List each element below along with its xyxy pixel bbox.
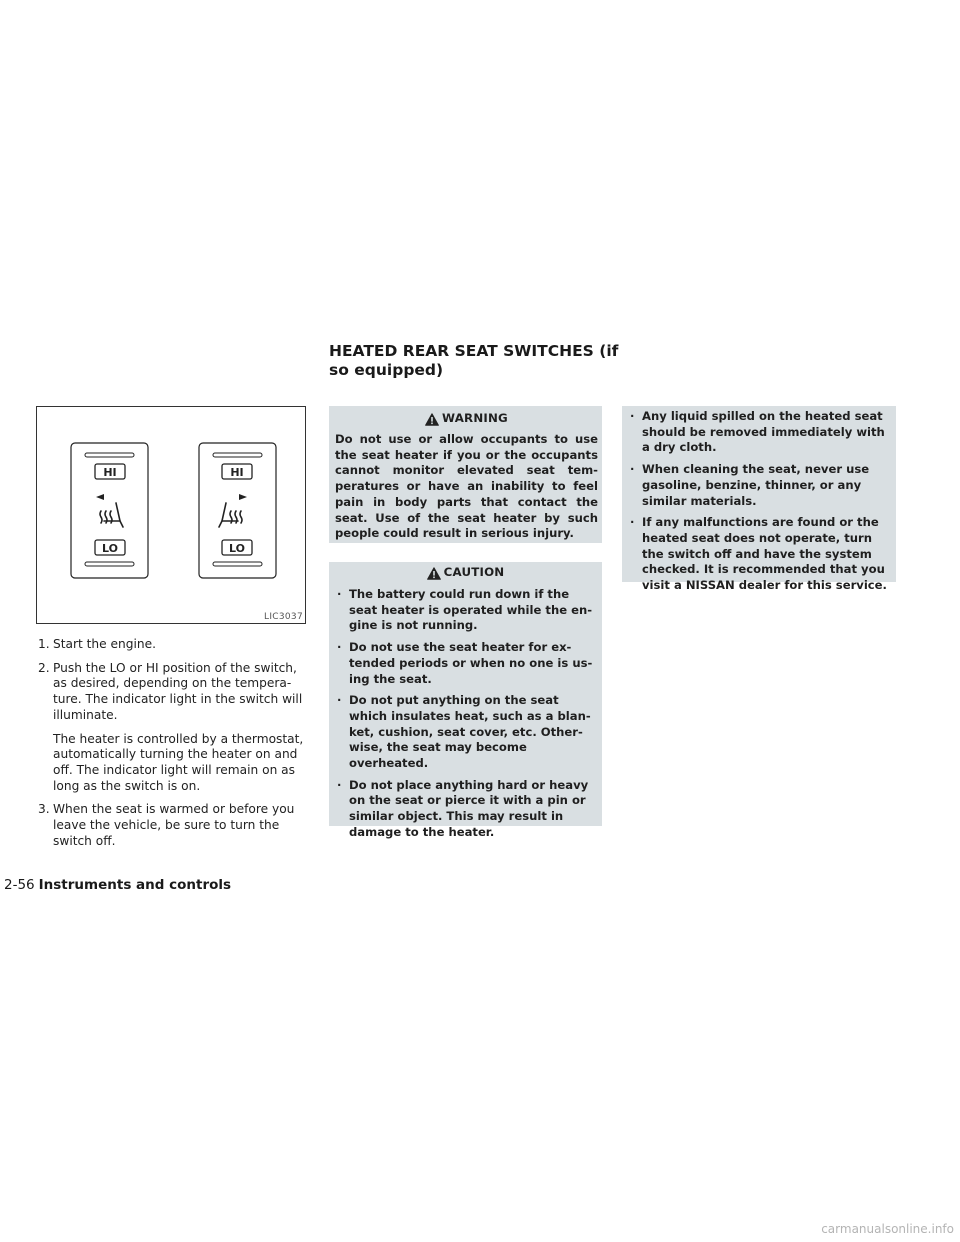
caution-title: CAUTION xyxy=(443,565,505,580)
step-text: Push the LO or HI position of the switch, as desired, depending on the tempera- ture. The indicator light in the switch will illuminate. xyxy=(53,660,303,722)
page-footer xyxy=(4,877,231,893)
seat-switch-figure xyxy=(36,406,306,624)
step-item xyxy=(36,637,308,653)
hi-label-right: HI xyxy=(230,466,244,479)
step-item xyxy=(36,802,308,849)
step-text: When the seat is warmed or before you leave the vehicle, be sure to turn the switch off. xyxy=(53,802,295,848)
figure-code: LIC3037 xyxy=(264,612,303,622)
caution-item: · Any liquid spilled on the heated seat should be removed immediately with a dry cloth. xyxy=(628,409,892,456)
chapter-title: Instruments and controls xyxy=(38,877,232,893)
caution-continued-box xyxy=(622,406,896,593)
page-number: 2-56 xyxy=(4,877,35,893)
step-text: Start the engine. xyxy=(53,637,156,651)
warning-box xyxy=(329,406,602,543)
caution-item: · When cleaning the seat, never use gasoline, benzine, thinner, or any similar materials. xyxy=(628,462,892,509)
left-seat-switch xyxy=(71,443,148,578)
caution-item: · Do not use the seat heater for ex- tended periods or when no one is us- ing the seat. xyxy=(335,640,598,687)
step-number: 1. xyxy=(38,637,50,651)
section-title: HEATED REAR SEAT SWITCHES (if so equipped) xyxy=(329,342,619,379)
caution-item: · The battery could run down if the seat heater is operated while the en- gine is not running. xyxy=(335,587,598,634)
warning-title: WARNING xyxy=(442,411,508,426)
caution-header xyxy=(329,562,602,584)
watermark: carmanualsonline.info xyxy=(821,1222,954,1236)
right-seat-switch xyxy=(199,443,276,578)
step-number: 3. xyxy=(38,802,50,817)
warning-triangle-icon xyxy=(425,413,439,426)
caution-header-box xyxy=(329,562,602,584)
caution-continued-list xyxy=(628,409,892,594)
step-number: 2. xyxy=(38,660,50,675)
seat-switch-illustration xyxy=(37,407,305,623)
lo-label-left: LO xyxy=(102,542,118,555)
caution-item: · If any malfunctions are found or the heated seat does not operate, turn the switch off and have the system checked. It is recommended that you visit a NISSAN dealer for this service. xyxy=(628,515,892,594)
lo-label-right: LO xyxy=(229,542,245,555)
caution-item: · Do not place anything hard or heavy on the seat or pierce it with a pin or similar object. This may result in damage to the heater. xyxy=(335,778,598,841)
caution-list xyxy=(335,587,598,841)
procedure-steps xyxy=(36,637,308,857)
step-extra-text: The heater is controlled by a thermostat, automatically turning the heater on and off. The indicator light will remain on as long as the switch is on. xyxy=(53,731,304,793)
caution-box xyxy=(329,584,602,839)
warning-header xyxy=(335,406,598,432)
caution-triangle-icon xyxy=(427,567,441,580)
step-item xyxy=(36,661,308,795)
warning-text: Do not use or allow occupants to use the seat heater if you or the occupants cannot monitor elevated seat tem- peratures or have an inability to feel pain in body parts that contact the seat. Use of the seat heater by such people could result in serious injury. xyxy=(335,432,598,541)
caution-item: · Do not put anything on the seat which insulates heat, such as a blan- ket, cushion, seat cover, etc. Other- wise, the seat may become overheated. xyxy=(335,693,598,772)
hi-label-left: HI xyxy=(103,466,117,479)
